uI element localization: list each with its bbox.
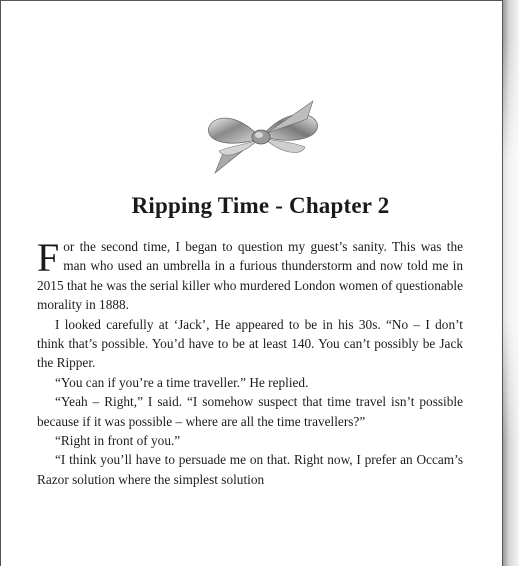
paragraph: [37, 315, 463, 373]
paragraph: [37, 431, 463, 450]
paragraph-text: I looked carefully at ‘Jack’, He appeared to be in his 30s. “No – I don’t think that’s possible. You’d have to be at least 140. You can’t possibly be Jack the Ripper.: [37, 316, 463, 371]
drop-cap: F: [37, 235, 60, 280]
chapter-body: [37, 237, 463, 489]
paragraph-text: or the second time, I began to question my guest’s sanity. This was the man who used an umbrella in a furious thunderstorm and now told me in 2015 that he was the serial killer who murdered London women of questionable morality in 1888.: [37, 239, 463, 313]
paragraph-text: “Yeah – Right,” I said. “I somehow suspect that time travel isn’t possible because if it was possible – where are all the time travellers?”: [37, 394, 463, 429]
paragraph: [37, 392, 463, 431]
paragraph: [37, 373, 463, 392]
page-edge-highlight: [503, 40, 519, 440]
paragraph: [37, 237, 463, 315]
paragraph-text: “I think you’ll have to persuade me on that. Right now, I prefer an Occam’s Razor solution where the simplest solution: [37, 452, 463, 487]
paragraph-text: “Right in front of you.”: [55, 433, 181, 449]
chapter-title: Ripping Time - Chapter 2: [131, 193, 390, 218]
paragraph-text: “You can if you’re a time traveller.” He replied.: [55, 374, 309, 390]
paragraph: [37, 450, 463, 489]
ribbon-bow-icon: [201, 97, 323, 175]
